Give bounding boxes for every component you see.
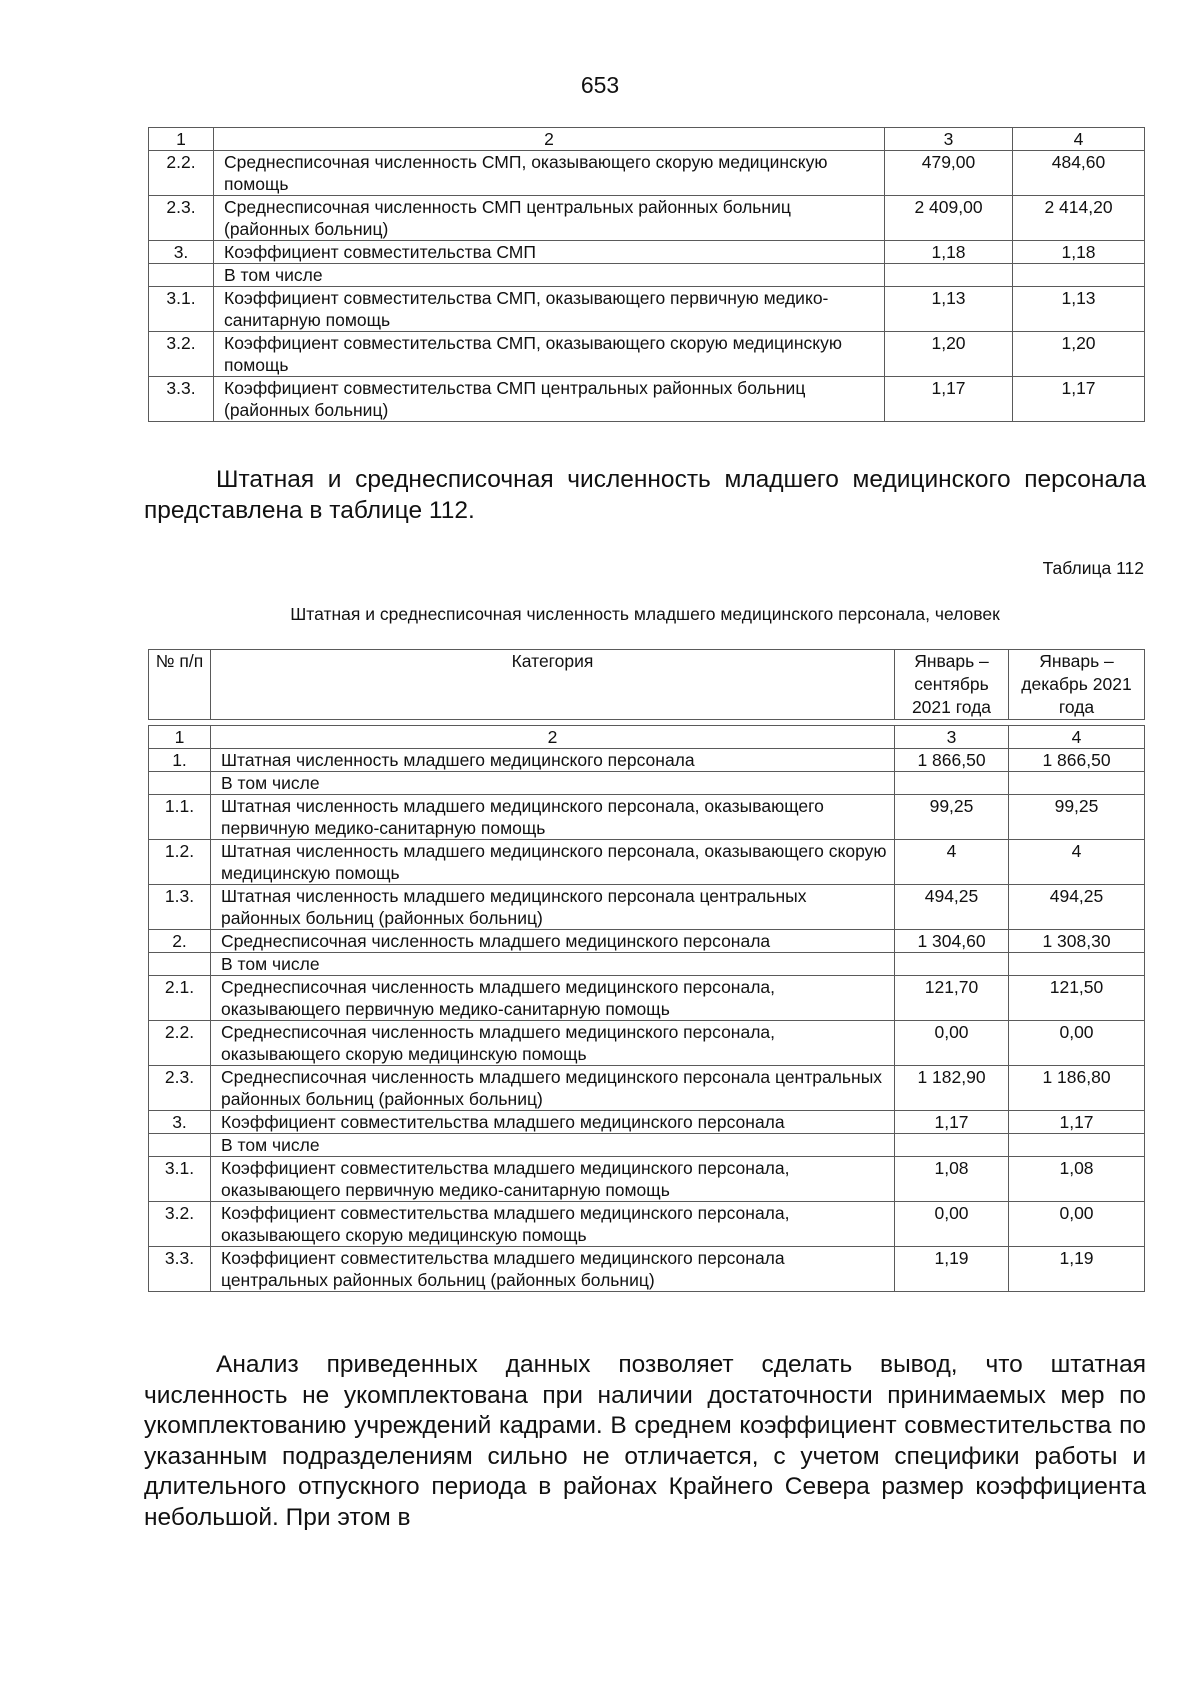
row-value-2: 0,00: [1009, 1021, 1145, 1066]
header-num: № п/п: [149, 650, 211, 720]
row-number: [149, 1134, 211, 1157]
row-value-1: [895, 772, 1009, 795]
row-value-1: 1,08: [895, 1157, 1009, 1202]
row-value-2: 2 414,20: [1013, 196, 1145, 241]
table-row: [149, 1066, 1145, 1111]
row-value-1: [895, 1134, 1009, 1157]
row-label: Штатная численность младшего медицинского персонала, оказывающего скорую медицинскую помощь: [211, 840, 895, 885]
header-period-2: Январь – декабрь 2021 года: [1009, 650, 1145, 720]
row-value-1: 4: [895, 840, 1009, 885]
row-number: 3.1.: [149, 1157, 211, 1202]
table-row: [149, 976, 1145, 1021]
row-value-2: 1,13: [1013, 287, 1145, 332]
row-number: 1.: [149, 749, 211, 772]
row-number: 2.3.: [149, 196, 214, 241]
table-row: [149, 332, 1145, 377]
table-row: [149, 1157, 1145, 1202]
column-number-row: [149, 128, 1145, 151]
row-value-1: [885, 264, 1013, 287]
row-number: 3.3.: [149, 377, 214, 422]
conclusion-paragraph-text: Анализ приведенных данных позволяет сделать вывод, что штатная численность не укомплектована при наличии достаточности принимаемых мер по укомплектованию учреждений кадрами. В среднем коэффициент совместительства по указанным подразделениям сильно не отличается, с учетом специфики работы и длительного отпускного периода в районах Крайнего Севера размер коэффициента небольшой. При этом в: [144, 1351, 1146, 1531]
table-row: [149, 287, 1145, 332]
table-header-row: [149, 650, 1145, 720]
row-value-1: 494,25: [895, 885, 1009, 930]
row-label: Штатная численность младшего медицинского персонала: [211, 749, 895, 772]
row-value-1: 121,70: [895, 976, 1009, 1021]
row-label: Коэффициент совместительства младшего медицинского персонала, оказывающего первичную медико-санитарную помощь: [211, 1157, 895, 1202]
conclusion-paragraph: [144, 1350, 1146, 1533]
row-value-1: 479,00: [885, 151, 1013, 196]
row-label: Среднесписочная численность СМП, оказывающего скорую медицинскую помощь: [214, 151, 885, 196]
row-value-2: [1013, 264, 1145, 287]
row-value-2: 494,25: [1009, 885, 1145, 930]
row-value-2: 4: [1009, 840, 1145, 885]
column-number: 2: [214, 128, 885, 151]
row-label: Коэффициент совместительства СМП: [214, 241, 885, 264]
row-value-2: 484,60: [1013, 151, 1145, 196]
row-number: 2.: [149, 930, 211, 953]
row-value-1: 1,19: [895, 1247, 1009, 1292]
row-number: [149, 953, 211, 976]
row-value-2: 1 866,50: [1009, 749, 1145, 772]
row-value-2: 1 186,80: [1009, 1066, 1145, 1111]
table-row: [149, 1021, 1145, 1066]
table-row: [149, 151, 1145, 196]
table-row: [149, 885, 1145, 930]
row-value-2: 1,08: [1009, 1157, 1145, 1202]
row-label: Коэффициент совместительства СМП, оказывающего первичную медико-санитарную помощь: [214, 287, 885, 332]
row-value-1: 2 409,00: [885, 196, 1013, 241]
row-label: Коэффициент совместительства СМП центральных районных больниц (районных больниц): [214, 377, 885, 422]
row-number: 2.3.: [149, 1066, 211, 1111]
row-label: Среднесписочная численность младшего медицинского персонала, оказывающего первичную медико-санитарную помощь: [211, 976, 895, 1021]
row-number: 2.2.: [149, 1021, 211, 1066]
table-row: [149, 196, 1145, 241]
row-value-2: 1,20: [1013, 332, 1145, 377]
row-value-1: 1,17: [885, 377, 1013, 422]
table-row: [149, 749, 1145, 772]
table-row: [149, 1134, 1145, 1157]
row-number: 1.1.: [149, 795, 211, 840]
table-row: [149, 795, 1145, 840]
row-number: 2.2.: [149, 151, 214, 196]
row-value-1: 1,13: [885, 287, 1013, 332]
row-value-2: 1,17: [1009, 1111, 1145, 1134]
row-number: 3.: [149, 241, 214, 264]
row-label: Коэффициент совместительства младшего медицинского персонала, оказывающего скорую медицинскую помощь: [211, 1202, 895, 1247]
row-number: 3.2.: [149, 1202, 211, 1247]
table-row: [149, 1247, 1145, 1292]
row-label: Коэффициент совместительства младшего медицинского персонала центральных районных больниц (районных больниц): [211, 1247, 895, 1292]
staffing-table-continuation: [148, 127, 1145, 422]
table-row: [149, 377, 1145, 422]
row-label: Штатная численность младшего медицинского персонала, оказывающего первичную медико-санитарную помощь: [211, 795, 895, 840]
row-label: Среднесписочная численность младшего медицинского персонала центральных районных больниц (районных больниц): [211, 1066, 895, 1111]
table-row: [149, 953, 1145, 976]
row-label: В том числе: [211, 1134, 895, 1157]
intro-paragraph-text: Штатная и среднесписочная численность младшего медицинского персонала представлена в таблице 112.: [144, 466, 1146, 524]
row-value-2: 1 308,30: [1009, 930, 1145, 953]
row-number: 1.3.: [149, 885, 211, 930]
row-number: 3.1.: [149, 287, 214, 332]
row-label: В том числе: [211, 953, 895, 976]
table-row: [149, 1202, 1145, 1247]
column-number: 2: [211, 726, 895, 749]
table-label: Таблица 112: [1042, 558, 1144, 578]
column-number-row: [149, 726, 1145, 749]
row-number: 3.2.: [149, 332, 214, 377]
table-row: [149, 241, 1145, 264]
row-value-2: 0,00: [1009, 1202, 1145, 1247]
row-value-2: 1,19: [1009, 1247, 1145, 1292]
row-label: Среднесписочная численность младшего медицинского персонала, оказывающего скорую медицинскую помощь: [211, 1021, 895, 1066]
row-number: 3.: [149, 1111, 211, 1134]
row-value-1: 1,20: [885, 332, 1013, 377]
row-value-1: 0,00: [895, 1021, 1009, 1066]
row-value-1: 1 304,60: [895, 930, 1009, 953]
column-number: 3: [895, 726, 1009, 749]
row-number: [149, 772, 211, 795]
column-number: 1: [149, 726, 211, 749]
table-row: [149, 772, 1145, 795]
row-label: Штатная численность младшего медицинского персонала центральных районных больниц (районных больниц): [211, 885, 895, 930]
row-label: В том числе: [211, 772, 895, 795]
row-value-2: [1009, 953, 1145, 976]
row-number: 1.2.: [149, 840, 211, 885]
row-label: Коэффициент совместительства младшего медицинского персонала: [211, 1111, 895, 1134]
column-number: 4: [1013, 128, 1145, 151]
row-value-1: 0,00: [895, 1202, 1009, 1247]
row-number: 2.1.: [149, 976, 211, 1021]
header-period-1: Январь – сентябрь 2021 года: [895, 650, 1009, 720]
column-number: 1: [149, 128, 214, 151]
row-value-2: 99,25: [1009, 795, 1145, 840]
row-label: В том числе: [214, 264, 885, 287]
table-caption: Штатная и среднесписочная численность младшего медицинского персонала, человек: [290, 604, 1000, 624]
table-row: [149, 1111, 1145, 1134]
column-number: 3: [885, 128, 1013, 151]
row-value-2: 1,17: [1013, 377, 1145, 422]
row-value-1: 1 182,90: [895, 1066, 1009, 1111]
column-number: 4: [1009, 726, 1145, 749]
row-value-1: [895, 953, 1009, 976]
junior-medical-staff-table: [148, 649, 1145, 1292]
intro-paragraph: [144, 465, 1146, 526]
row-value-2: [1009, 1134, 1145, 1157]
row-number: 3.3.: [149, 1247, 211, 1292]
row-value-1: 1,18: [885, 241, 1013, 264]
row-number: [149, 264, 214, 287]
row-value-2: 121,50: [1009, 976, 1145, 1021]
table-row: [149, 264, 1145, 287]
row-label: Коэффициент совместительства СМП, оказывающего скорую медицинскую помощь: [214, 332, 885, 377]
table-row: [149, 930, 1145, 953]
row-value-2: [1009, 772, 1145, 795]
row-value-1: 1 866,50: [895, 749, 1009, 772]
header-category: Категория: [211, 650, 895, 720]
page-number: 653: [580, 72, 620, 98]
row-label: Среднесписочная численность младшего медицинского персонала: [211, 930, 895, 953]
row-value-1: 1,17: [895, 1111, 1009, 1134]
row-value-1: 99,25: [895, 795, 1009, 840]
table-row: [149, 840, 1145, 885]
row-label: Среднесписочная численность СМП центральных районных больниц (районных больниц): [214, 196, 885, 241]
row-value-2: 1,18: [1013, 241, 1145, 264]
